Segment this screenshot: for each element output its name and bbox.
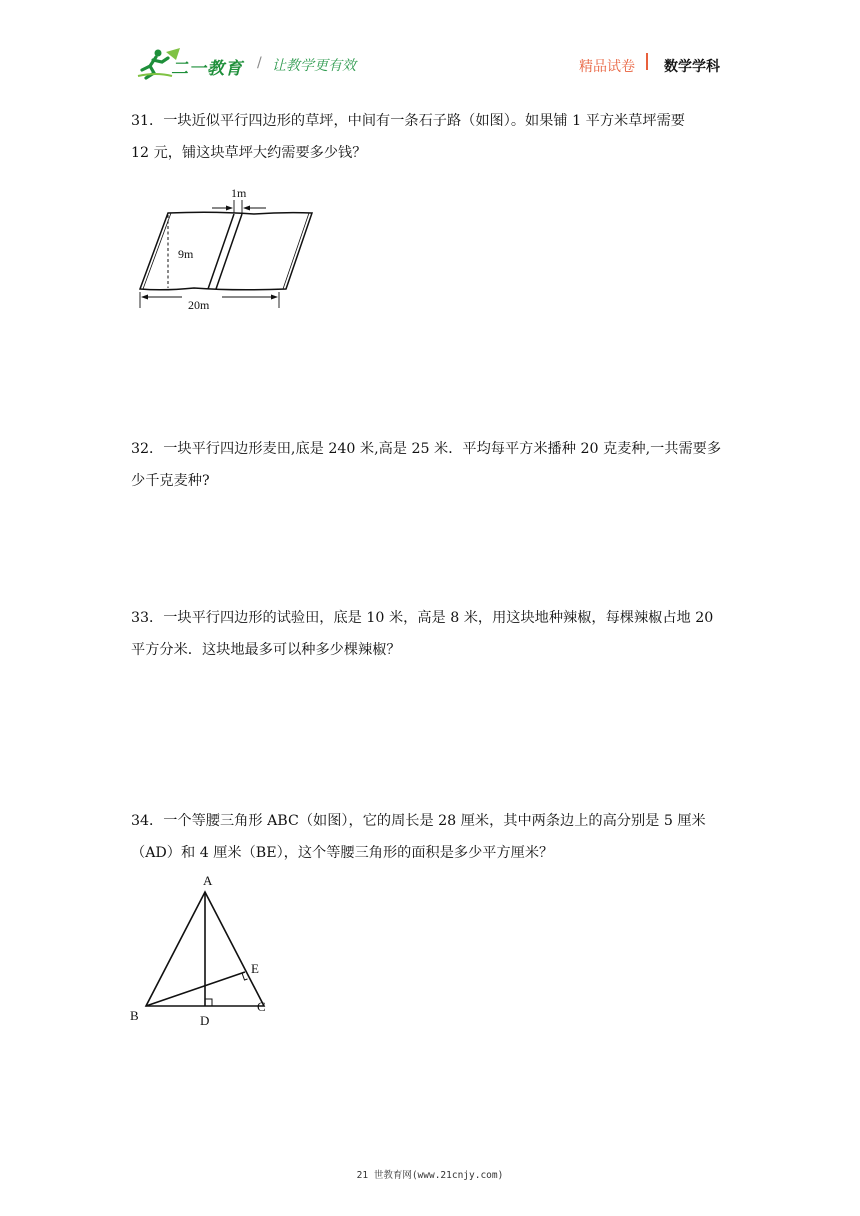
question-33-line-2: 平方分米．这块地最多可以种多少棵辣椒？	[131, 642, 401, 658]
question-32-line-1: 32．一块平行四边形麦田,底是 240 米,高是 25 米．平均每平方米播种 20 克麦种,一共需要多	[131, 441, 722, 457]
label-height: 9m	[178, 247, 194, 261]
page-footer: 21 世教育网(www.21cnjy.com)	[356, 1170, 504, 1181]
vertex-label-e: E	[251, 961, 259, 976]
vertex-label-d: D	[200, 1013, 210, 1028]
page-header	[0, 0, 860, 90]
question-31	[131, 105, 731, 169]
label-path-width: 1m	[231, 186, 247, 200]
question-32-line-2: 少千克麦种?	[131, 473, 210, 489]
label-base: 20m	[188, 298, 210, 312]
question-33	[131, 602, 731, 666]
brand-slogan: 让教学更有效	[272, 58, 356, 74]
header-tag-subject: 数学学科	[664, 59, 720, 75]
question-31-line-1: 31．一块近似平行四边形的草坪，中间有一条石子路（如图）。如果铺 1 平方米草坪需要	[131, 113, 685, 129]
question-31-line-2: 12 元，铺这块草坪大约需要多少钱？	[131, 145, 367, 161]
vertex-label-b: B	[130, 1008, 139, 1023]
question-34-line-2: （AD）和 4 厘米（BE），这个等腰三角形的面积是多少平方厘米？	[131, 845, 554, 861]
question-34	[131, 805, 731, 869]
header-tag-divider	[646, 53, 648, 70]
vertex-label-c: C	[257, 999, 266, 1014]
brand-name: 二一教育	[171, 59, 243, 79]
parallelogram-lawn-figure	[134, 182, 324, 314]
header-tag-quality: 精品试卷	[579, 59, 635, 75]
vertex-label-a: A	[203, 873, 213, 888]
question-34-line-1: 34．一个等腰三角形 ABC（如图），它的周长是 28 厘米，其中两条边上的高分别是 5 厘米	[131, 813, 706, 829]
isosceles-triangle-figure	[126, 868, 276, 1030]
question-33-line-1: 33．一块平行四边形的试验田，底是 10 米，高是 8 米，用这块地种辣椒，每棵辣椒占地 20	[131, 610, 714, 626]
question-32	[131, 433, 731, 497]
slogan-separator: /	[257, 55, 262, 71]
